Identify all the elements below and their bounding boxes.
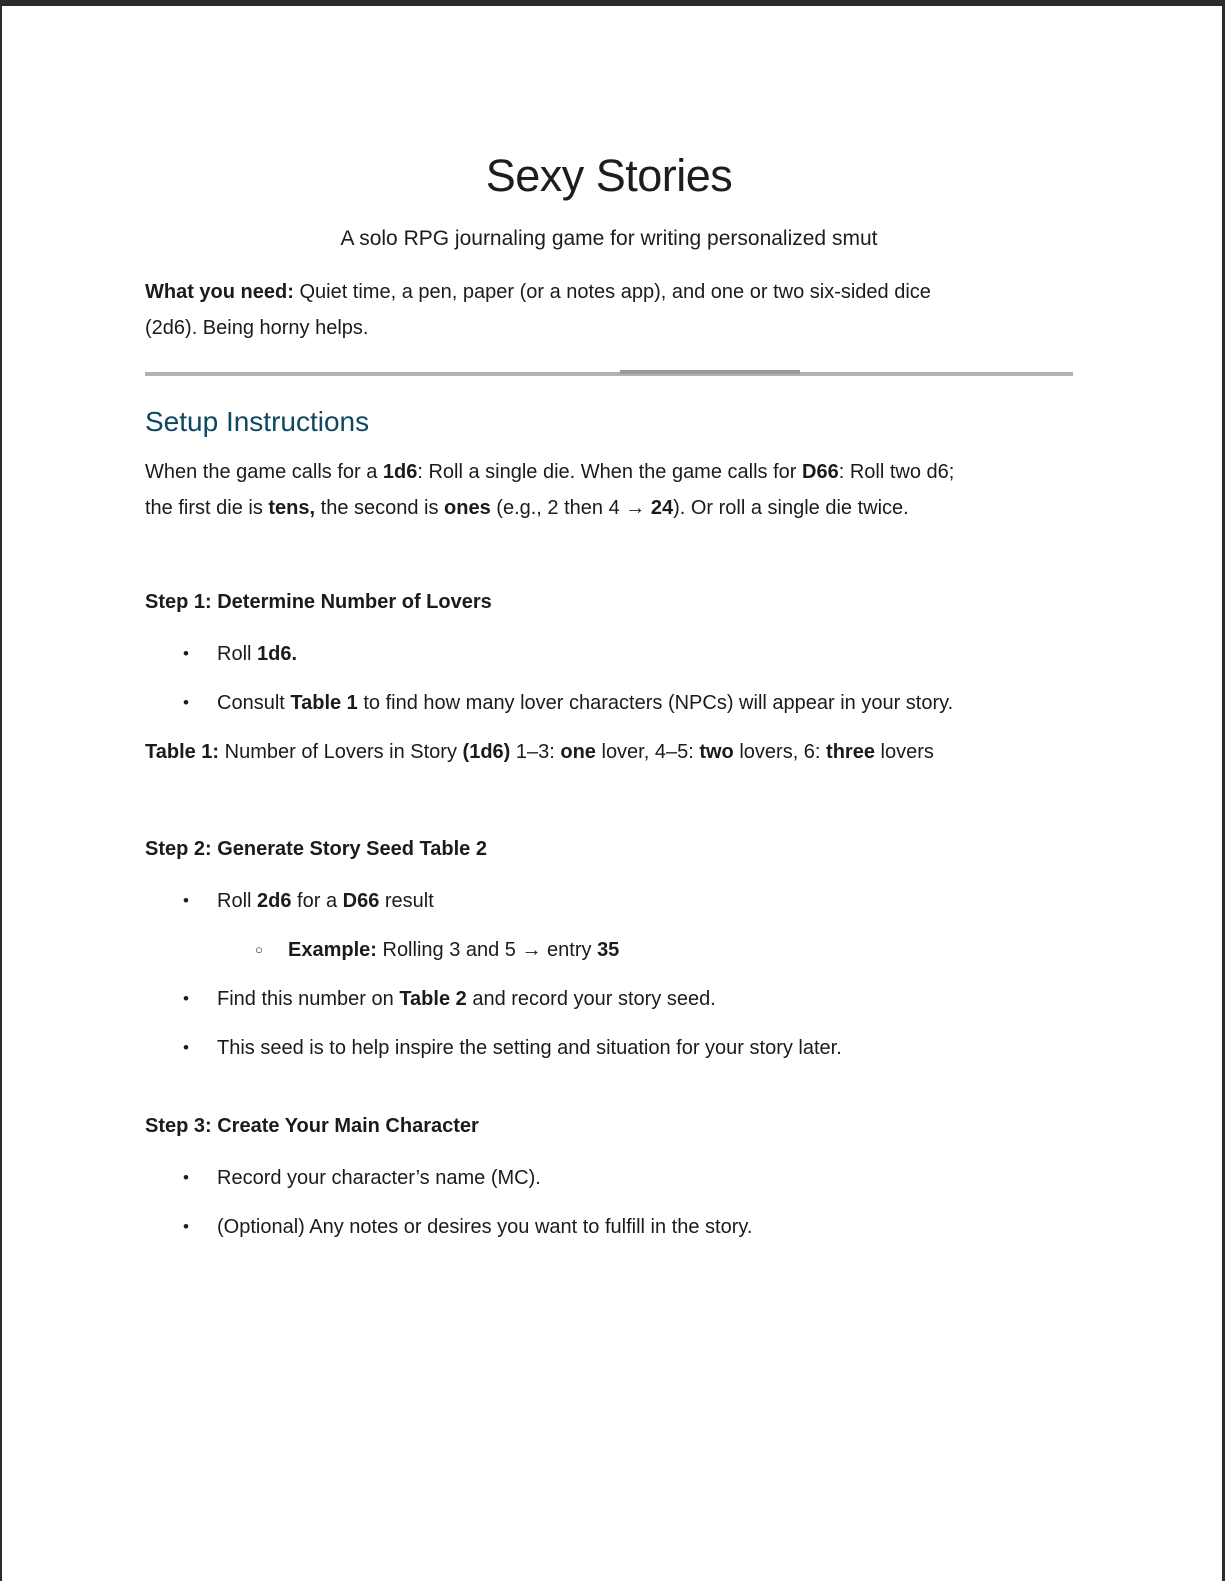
text-segment: the first die is — [145, 497, 269, 519]
step-2-section — [145, 834, 1073, 1063]
text-segment: Table 1: — [145, 741, 220, 763]
text-segment: ). Or roll a single die twice. — [673, 497, 909, 519]
text-segment: lovers, 6: — [733, 741, 827, 763]
text-segment: 1d6 — [382, 461, 418, 483]
step-3-heading: Step 3: Create Your Main Character — [145, 1115, 479, 1137]
bullet-disc-icon: • — [183, 644, 189, 663]
text-segment: Table 2 — [399, 988, 467, 1010]
text-segment: one — [560, 741, 596, 763]
list-item-text — [217, 886, 434, 916]
text-segment: 2d6 — [257, 890, 292, 912]
step-1-heading: Step 1: Determine Number of Lovers — [145, 591, 492, 613]
document-subtitle: A solo RPG journaling game for writing personalized smut — [340, 227, 878, 250]
bullet-disc-icon: • — [183, 989, 189, 1008]
list-item-text — [217, 1163, 541, 1193]
text-segment: 1–3: — [510, 741, 561, 763]
text-segment: Table 1 — [290, 692, 358, 714]
text-segment: Rolling 3 and 5 → entry — [376, 939, 598, 961]
list-item — [145, 688, 1073, 718]
step-3-section — [145, 1111, 1073, 1242]
paragraph-line — [145, 274, 1073, 310]
text-segment: lover, 4–5: — [595, 741, 700, 763]
list-item — [145, 984, 1073, 1014]
bullet-disc-icon: • — [183, 1038, 189, 1057]
section-heading-setup-instructions: Setup Instructions — [145, 406, 370, 437]
text-segment: This seed is to help inspire the setting and situation for your story later. — [217, 1037, 842, 1059]
list-item-text — [288, 935, 619, 965]
step-1-section — [145, 587, 1073, 767]
bullet-disc-icon: • — [183, 1217, 189, 1236]
text-segment: three — [826, 741, 875, 763]
text-segment: 35 — [597, 939, 620, 961]
text-segment: (e.g., 2 then 4 → — [490, 497, 651, 519]
text-segment: lovers — [874, 741, 934, 763]
text-segment: Roll — [217, 643, 258, 665]
text-segment: 24 — [650, 497, 674, 519]
text-segment: (2d6). Being horny helps. — [145, 317, 369, 339]
list-item — [145, 1033, 1073, 1063]
text-segment: to find how many lover characters (NPCs) will appear in your story. — [357, 692, 954, 714]
text-segment: D66 — [342, 890, 380, 912]
text-segment: : Roll a single die. When the game calls for — [417, 461, 802, 483]
text-segment: What you need: — [145, 281, 294, 303]
bullet-disc-icon: • — [183, 693, 189, 712]
list-item-text — [217, 1212, 752, 1242]
text-segment: result — [379, 890, 434, 912]
text-segment: Find this number on — [217, 988, 400, 1010]
step-2-heading: Step 2: Generate Story Seed Table 2 — [145, 838, 487, 860]
text-segment: Roll — [217, 890, 258, 912]
bullet-disc-icon: • — [183, 1168, 189, 1187]
list-item-text — [217, 984, 716, 1014]
text-segment: two — [699, 741, 734, 763]
list-item — [145, 1212, 1073, 1242]
paragraph-what-you-need — [145, 274, 1073, 346]
text-segment: 1d6. — [257, 643, 298, 665]
list-item — [145, 1163, 1073, 1193]
list-item-text — [217, 1033, 842, 1063]
horizontal-divider — [145, 372, 1073, 376]
text-segment: : Roll two d6; — [838, 461, 955, 483]
text-segment: the second is — [315, 497, 445, 519]
text-segment: (Optional) Any notes or desires you want to fulfill in the story. — [217, 1216, 753, 1238]
text-segment: When the game calls for a — [145, 461, 383, 483]
table-1-note — [145, 737, 1073, 767]
text-segment: Consult — [217, 692, 291, 714]
paragraph-line — [145, 490, 1073, 526]
document-title: Sexy Stories — [485, 150, 733, 201]
text-segment: tens, — [268, 497, 316, 519]
paragraph-line — [145, 454, 1073, 490]
list-item-text — [217, 639, 297, 669]
paragraph-line — [145, 310, 1073, 346]
bullet-disc-icon: • — [183, 891, 189, 910]
text-segment: Number of Lovers in Story — [219, 741, 463, 763]
text-segment: D66 — [802, 461, 839, 483]
text-segment: Example: — [288, 939, 377, 961]
list-item — [145, 639, 1073, 669]
document-page — [145, 0, 1073, 1242]
text-segment: (1d6) — [462, 741, 511, 763]
bullet-circle-icon: ○ — [255, 942, 263, 957]
divider-dark-segment — [620, 370, 800, 374]
paragraph-dice-rules — [145, 454, 1073, 526]
text-segment: Record your character’s name (MC). — [217, 1167, 541, 1189]
text-segment: Quiet time, a pen, paper (or a notes app), and one or two six-sided dice — [293, 281, 931, 303]
list-item-text — [217, 688, 953, 718]
list-item-sub — [145, 935, 1073, 965]
text-segment: ones — [444, 497, 491, 519]
text-segment: and record your story seed. — [466, 988, 716, 1010]
text-segment: for a — [291, 890, 343, 912]
list-item — [145, 886, 1073, 916]
